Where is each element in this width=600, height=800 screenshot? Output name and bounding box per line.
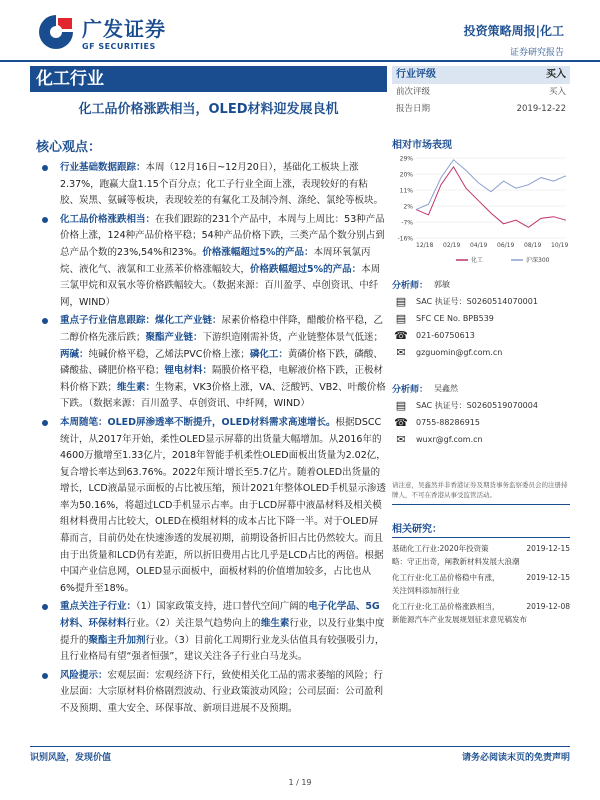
report-subtype: 证券研究报告 (509, 48, 564, 58)
related-item-subtitle: 关注饲料添加剂行业 (392, 586, 460, 595)
analyst-contact-row (392, 310, 570, 327)
analyst-role: 分析师： (392, 385, 429, 395)
x-tick-label: 08/19 (524, 242, 542, 249)
y-tick-label: 29% (399, 155, 413, 163)
related-item-title[interactable]: 化工行业:化工品价格稳中有涨， (392, 573, 500, 582)
core-view-item: 重点子行业信息跟踪：煤化工产业链：尿素价格稳中伴降，醋酸价格平稳，乙二醇价格先涨后跌；聚酯产业链：下游织造刚需补货，产业链整体景气低迷；两碱：纯碱价格平稳，乙烯法PVC价格上涨；磷化工：黄磷价格下跌，磷酸、磷酸盐、磷肥价格平稳；锂电材料：隔膜价格平稳，电解液价格下跌，正极材料价格下跌；维生素：生物素，VK3价格上涨，VA、泛酸钙、VB2、叶酸价格下跌。（数据来源：百川盈孚、卓创资讯、中纤网，WIND） (36, 313, 386, 413)
x-tick-label: 10/19 (551, 242, 569, 249)
prev-rating-label: 前次评级 (396, 87, 431, 97)
analyst-block-2 (392, 380, 570, 448)
mail-icon: ✉ (396, 346, 406, 359)
book-icon: ▤ (395, 312, 407, 325)
analyst-contact-row (392, 327, 570, 344)
legend-label: 化工 (471, 257, 484, 264)
phone-icon: ☎ (394, 329, 408, 342)
report-date-label: 报告日期 (396, 104, 431, 114)
related-item-date: 2019-12-15 (526, 573, 570, 582)
analyst-contact-row (392, 293, 570, 310)
related-research (392, 520, 570, 629)
analyst-name: 郭敏 (434, 280, 451, 289)
logo-chinese: 广发证券 (82, 17, 166, 41)
related-item[interactable] (392, 542, 570, 568)
analyst-contact-text: SFC CE No. BPB539 (416, 314, 494, 323)
report-title: 化工品价格涨跌相当，OLED材料迎发展良机 (78, 102, 339, 117)
phone-icon: ☎ (394, 416, 408, 429)
page-header (0, 0, 600, 62)
y-tick-label: -16% (397, 235, 413, 243)
x-tick-label: 02/19 (443, 242, 461, 249)
x-tick-label: 04/19 (470, 242, 488, 249)
analyst-contact-text[interactable]: wuxr@gf.com.cn (416, 435, 483, 444)
core-view-item: 风险提示：宏观层面：宏观经济下行，致使相关化工品的需求萎缩的风险；行业层面：大宗原材料价格剧烈波动、行业政策波动风险；公司层面：公司盈利不及预期、重大安全、环保事故、新项目进展不及预期。 (36, 668, 386, 718)
series-line-2 (416, 160, 566, 210)
gf-logo-icon (36, 12, 76, 52)
core-view-heading: 核心观点： (36, 140, 102, 155)
related-item-date: 2019-12-15 (526, 544, 570, 553)
core-view-item: 本周随笔：OLED屏渗透率不断提升，OLED材料需求高速增长。根据DSCC统计，从2017年开始，柔性OLED显示屏幕的出货量大幅增加。从2016年的4600万撤增至1.33亿片，2018年智能手机柔性OLED面板出货量为2.02亿，复合增长率达到63.76%。2022年预计增长至5.7亿片。随着OLED出货量的增长，LCD液晶显示面板的占比被压缩，预计2021年整体OLED手机显示渗透率为50.16%，将超过LCD手机显示占率。由于LCD屏幕中液晶材料及相关模组材料费用占比较大，OLED在模组材料的成本占比下降一半。对于OLED屏幕而言，目前仍处在快速渗透的发展初期，前期设备折旧占比仍然较大。而且由于出货量和LCD仍有差距，所以折旧费用占比几乎是LCD占比的两倍。根据中国产业信息网，OLED显示面板中，面板材料的价值增加较多，占比也从6%提升至18%。 (36, 415, 386, 598)
footer-disclaimer-link[interactable]: 请务必阅读末页的免责声明 (461, 753, 570, 763)
analyst-role: 分析师： (392, 281, 429, 291)
analyst-contact-text: SAC 执证号：S0260514070001 (416, 297, 538, 306)
disclaimer-note: 请注意，吴鑫然并非香港证券及期货事务监察委员会的注册持牌人，不可在香港从事受监管活动。 (392, 480, 570, 505)
rating-row (392, 66, 570, 84)
prev-rating-row (392, 84, 570, 101)
relative-performance-chart (392, 152, 570, 270)
page-footer (30, 746, 570, 763)
related-item-title[interactable]: 基础化工行业:2020年投资策 (392, 544, 489, 553)
related-item-subtitle: 新能源汽车产业发展规划征求意见稿发布 (392, 615, 527, 624)
company-logo (36, 12, 166, 52)
mail-icon: ✉ (396, 433, 406, 446)
core-view-item: 行业基础数据跟踪：本周（12月16日~12月20日），基础化工板块上涨2.37%，跑赢大盘1.15个百分点；化工子行业全面上涨，表现较好的有粘胶、炭黑、氨碱等板块，表现较差的有氟化工及制冷剂、涤纶、氯纶等板块。 (36, 160, 386, 210)
analyst-contact-row (392, 344, 570, 361)
x-tick-label: 06/19 (497, 242, 515, 249)
legend-label: 沪深300 (526, 257, 550, 264)
analyst-contact-row (392, 431, 570, 448)
prev-rating-value: 买入 (548, 87, 566, 97)
series-line-1 (416, 167, 566, 227)
analyst-contact-text: 021-60750613 (416, 331, 475, 340)
x-tick-label: 12/18 (416, 242, 434, 249)
analyst-block-1 (392, 276, 570, 361)
related-item-subtitle: 略：守正出奇，阐教新材料发展大浪潮 (392, 557, 520, 566)
y-tick-label: 2% (403, 203, 413, 211)
footer-slogan: 识别风险，发现价值 (30, 753, 112, 763)
y-tick-label: -7% (401, 219, 413, 227)
analyst-contact-row (392, 414, 570, 431)
analyst-contact-text[interactable]: gzguomin@gf.com.cn (416, 348, 503, 357)
core-view-item: 化工品价格涨跌相当：在我们跟踪的231个产品中，本周与上周比：53种产品价格上涨，124种产品价格平稳；54种产品价格下跌，三类产品个数分别占到总产品个数的23%,54%和23%。价格涨幅超过5%的产品：本周环氧氯丙烷、液化气、液氯和工业蒸苯价格涨幅较大，价格跌幅超过5%的产品：本周三氯甲烷和双氧水等价格跌幅较大。（数据来源：百川盈孚、卓创资讯、中纤网，WIND） (36, 212, 386, 312)
related-item[interactable] (392, 571, 570, 597)
logo-english: GF SECURITIES (82, 42, 156, 51)
rating-label: 行业评级 (396, 69, 436, 80)
market-perf-heading: 相对市场表现 (392, 140, 452, 151)
rating-table (392, 66, 570, 118)
related-item[interactable] (392, 600, 570, 626)
y-tick-label: 11% (399, 187, 413, 195)
analyst-contact-text: SAC 执证号：S0260519070004 (416, 401, 538, 410)
book-icon: ▤ (395, 295, 407, 308)
analyst-name: 吴鑫然 (434, 384, 459, 393)
report-type: 投资策略周报|化工 (463, 24, 564, 38)
core-view-item: 重点关注子行业：（1）国家政策支持，进口替代空间广阔的电子化学品、5G材料、环保材料行业。（2）关注景气趋势向上的维生素行业，以及行业集中度提升的聚酯主升加剂行业。（3）目前化工周期行业龙头估值具有较强吸引力，且行业格局有望“强者恒强”，建议关注各子行业白马龙头。 (36, 599, 386, 665)
analyst-contact-text: 0755-88286915 (416, 418, 480, 427)
y-tick-label: 20% (399, 171, 413, 179)
chart-svg (392, 152, 570, 270)
page-number: 1 / 19 (288, 778, 312, 787)
report-date-value: 2019-12-22 (516, 104, 566, 114)
report-date-row (392, 101, 570, 118)
core-view-list (36, 160, 386, 720)
related-title: 相关研究： (392, 520, 570, 538)
rating-value: 买入 (546, 69, 566, 80)
related-item-title[interactable]: 化工行业:化工品价格涨跌相当， (392, 602, 500, 611)
analyst-contact-row (392, 397, 570, 414)
related-item-date: 2019-12-08 (526, 602, 570, 611)
industry-banner: 化工行业 (30, 66, 387, 92)
book-icon: ▤ (395, 399, 407, 412)
